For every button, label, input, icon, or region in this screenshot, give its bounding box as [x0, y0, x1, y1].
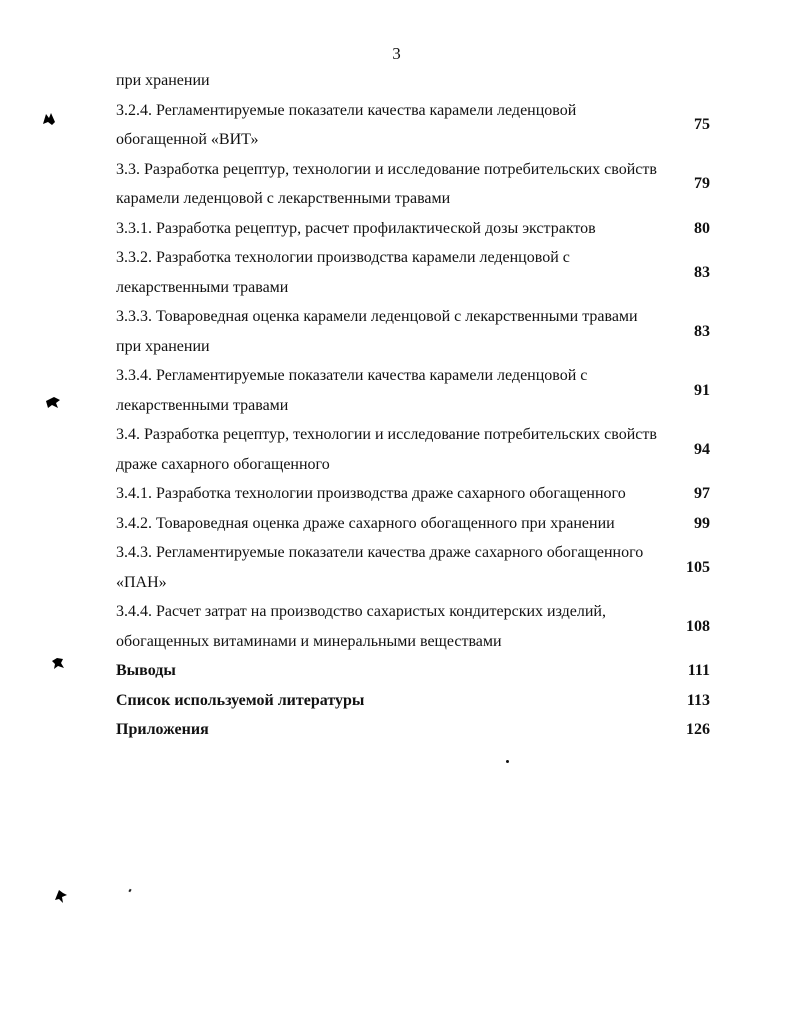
ink-blot-mark — [44, 395, 62, 411]
toc-entry — [116, 420, 710, 479]
toc-entry-page: 79 — [694, 175, 710, 193]
toc-entry-page: 99 — [694, 514, 710, 532]
toc-entry-page: 113 — [686, 691, 710, 709]
toc-entry-appendices — [116, 715, 710, 745]
toc-entry-title: 3.3. Разработка рецептур, технологии и исследование потребительских свойств карамели леденцовой с лекарственными травами — [116, 160, 657, 207]
toc-entry-page: 75 — [694, 116, 710, 134]
toc-entry — [116, 96, 710, 155]
toc-entry-page: 80 — [694, 219, 710, 237]
toc-entry-page: 105 — [686, 558, 710, 576]
toc-entry — [116, 302, 710, 361]
toc-entry-page: 111 — [687, 662, 710, 679]
toc-entry-page: 108 — [686, 617, 710, 635]
page-number: 3 — [392, 44, 401, 63]
toc-continuation-text: при хранении — [116, 72, 210, 89]
toc-entry-title: 3.4.2. Товароведная оценка драже сахарного обогащенного при хранении — [116, 514, 615, 532]
toc-entry — [116, 155, 710, 214]
toc-entry — [116, 538, 710, 597]
stray-dot-mark — [506, 760, 509, 763]
toc-continuation — [116, 66, 710, 96]
ink-blot-mark — [40, 110, 58, 128]
toc-entry-title: 3.2.4. Регламентируемые показатели качества карамели леденцовой обогащенной «ВИТ» — [116, 101, 577, 148]
toc-entry-page: 94 — [694, 440, 710, 458]
toc-entry-page: 83 — [694, 263, 710, 281]
ink-blot-mark — [53, 888, 69, 906]
toc-entry-title: 3.4.3. Регламентируемые показатели качества драже сахарного обогащенного «ПАН» — [116, 544, 644, 591]
toc-entry-title: Приложения — [116, 721, 209, 738]
ink-blot-mark — [50, 655, 66, 671]
toc-entry-references — [116, 686, 710, 716]
toc-entry-title: 3.3.1. Разработка рецептур, расчет профилактической дозы экстрактов — [116, 219, 596, 237]
toc-entry-conclusions — [116, 656, 710, 686]
toc-entry — [116, 361, 710, 420]
toc-entry — [116, 479, 710, 509]
toc-entry-title: 3.4.4. Расчет затрат на производство сахаристых кондитерских изделий, обогащенных витаминами и минеральными веществами — [116, 603, 606, 650]
toc-entry-title: 3.3.2. Разработка технологии производства карамели леденцовой с лекарственными травами — [116, 249, 570, 296]
toc-entry-title: Список используемой литературы — [116, 691, 365, 709]
toc-entry — [116, 597, 710, 656]
toc-entry-page: 97 — [694, 485, 710, 502]
toc-entry — [116, 509, 710, 539]
toc-entry-title: 3.4. Разработка рецептур, технологии и исследование потребительских свойств драже сахарного обогащенного — [116, 426, 657, 473]
toc-entry — [116, 243, 710, 302]
toc-entry-page: 91 — [694, 381, 710, 399]
stray-tick-mark — [128, 889, 131, 893]
toc-entry-page: 83 — [694, 322, 710, 340]
toc-entry — [116, 214, 710, 244]
toc-entry-title: 3.4.1. Разработка технологии производства драже сахарного обогащенного — [116, 485, 626, 502]
table-of-contents — [116, 66, 710, 745]
toc-entry-title: 3.3.4. Регламентируемые показатели качества карамели леденцовой с лекарственными травами — [116, 367, 588, 414]
toc-entry-title: Выводы — [116, 662, 176, 679]
toc-entry-title: 3.3.3. Товароведная оценка карамели леденцовой с лекарственными травами при хранении — [116, 308, 638, 355]
toc-entry-page: 126 — [686, 721, 710, 738]
